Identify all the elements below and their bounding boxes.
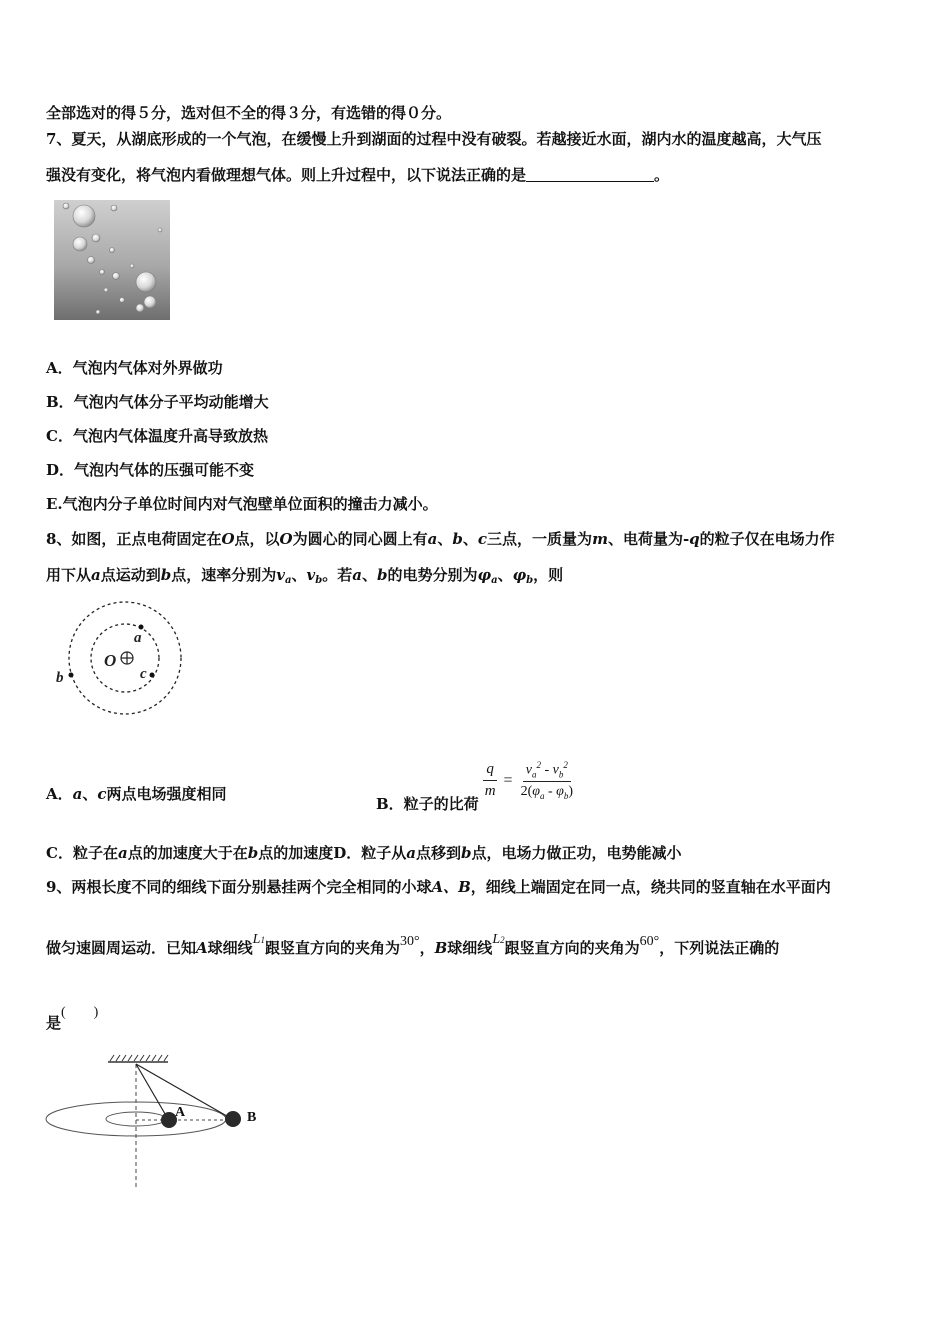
q8-stem-line1: 8、如图，正点电荷固定在O点，以O为圆心的同心圆上有a、b、c三点，一质量为m、电荷量为-q的粒子仅在电场力作 xyxy=(46,530,835,548)
q8-stem-line2: 用下从a点运动到b点，速率分别为$v_a$、$v_b$。若a、b的电势分别为$\varphi_a$、$\varphi_b$，则 xyxy=(46,566,564,586)
concentric-circles-figure xyxy=(50,596,190,720)
q8-option-b: B．粒子的比荷 $\frac{q}{m}$ = $\frac{v_a^2 - v_b^2}{2(\varphi_a - \varphi_b)}$ xyxy=(376,760,579,801)
label-ball-b: B xyxy=(247,1110,257,1125)
q7-option-a: A．气泡内气体对外界做功 xyxy=(46,359,223,377)
bubbles-figure xyxy=(54,200,170,320)
point-c xyxy=(150,673,155,678)
q7-stem-text: 强没有变化，将气泡内看做理想气体。则上升过程中，以下说法正确的是 xyxy=(46,166,527,184)
q9-stem-line3: 是( ) xyxy=(46,1005,99,1032)
string-L1 xyxy=(136,1064,168,1119)
label-c: c xyxy=(140,666,147,682)
ball-b xyxy=(225,1111,241,1127)
q8-options-c-d: C．粒子在a点的加速度大于在b点的加速度D．粒子从a点移到b点，电场力做正功，电势能减小 xyxy=(46,844,682,862)
q7-option-b: B．气泡内气体分子平均动能增大 xyxy=(46,393,269,411)
charge-mass-formula: $\frac{q}{m}$ = $\frac{v_a^2 - v_b^2}{2(\varphi_a - \varphi_b)}$ xyxy=(484,760,574,802)
q7-stem-line1: 7、夏天，从湖底形成的一个气泡，在缓慢上升到湖面的过程中没有破裂。若越接近水面，湖内水的温度越高，大气压 xyxy=(46,130,822,148)
label-b: b xyxy=(56,670,64,686)
q7-option-d: D．气泡内气体的压强可能不变 xyxy=(46,461,255,479)
ceiling-hatch xyxy=(110,1055,168,1061)
point-a xyxy=(139,625,144,630)
intro-line: 全部选对的得５分，选对但不全的得３分，有选错的得０分。 xyxy=(46,104,452,122)
q7-option-c: C．气泡内气体温度升高导致放热 xyxy=(46,427,268,445)
conical-pendulum-figure xyxy=(44,1052,274,1194)
label-a: a xyxy=(134,630,142,646)
answer-blank[interactable] xyxy=(526,167,654,182)
q9-stem-line1: 9、两根长度不同的细线下面分别悬挂两个完全相同的小球A、B，细线上端固定在同一点，绕共同的竖直轴在水平面内 xyxy=(46,878,831,896)
q7-stem-end: 。 xyxy=(654,166,670,184)
label-O: O xyxy=(104,651,117,670)
point-b xyxy=(69,673,74,678)
q7-stem-line2 xyxy=(46,165,669,185)
q9-stem-line2: 做匀速圆周运动．已知A球细线L1跟竖直方向的夹角为30°，B球细线L2跟竖直方向的夹角为60°，下列说法正确的 xyxy=(46,932,780,957)
q7-option-e: E.气泡内分子单位时间内对气泡壁单位面积的撞击力减小。 xyxy=(46,495,438,513)
q8-option-a: A．a、c两点电场强度相同 xyxy=(46,785,227,803)
label-ball-a: A xyxy=(175,1105,186,1120)
